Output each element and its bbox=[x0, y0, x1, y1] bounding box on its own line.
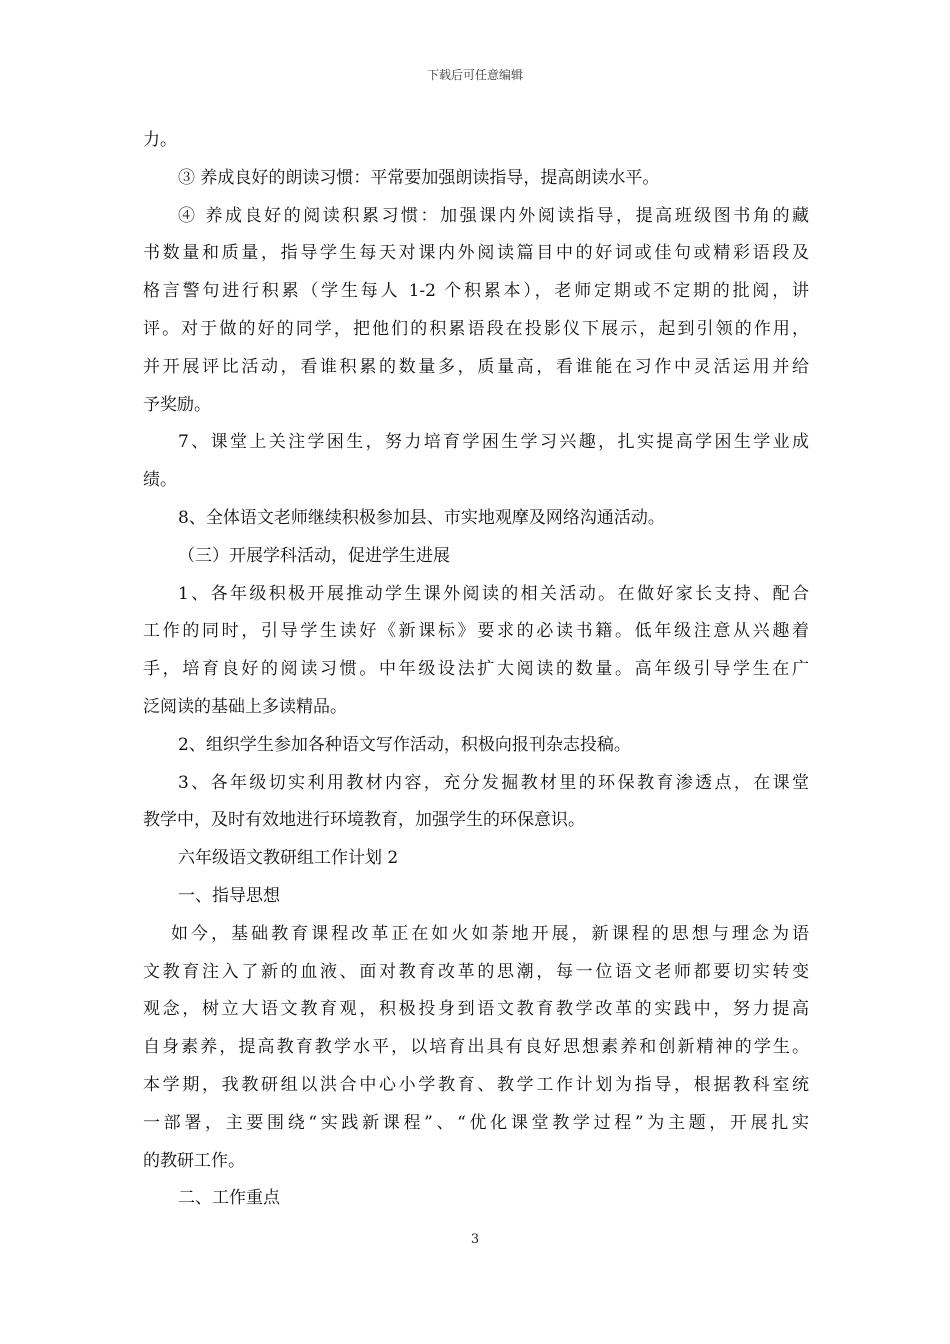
paragraph-line: 观念，树立大语文教育观，积极投身到语文教育教学改革的实践中，努力提高 bbox=[143, 999, 809, 1020]
paragraph-line: 3、各年级切实利用教材内容，充分发掘教材里的环保教育渗透点，在课堂 bbox=[178, 772, 809, 793]
paragraph-line: ③ 养成良好的朗读习惯：平常要加强朗读指导，提高朗读水平。 bbox=[178, 167, 660, 188]
page-number: 3 bbox=[470, 1232, 480, 1247]
paragraph-line: 自身素养，提高教育教学水平，以培育出具有良好思想素养和创新精神的学生。 bbox=[143, 1037, 809, 1058]
paragraph-line: 2、组织学生参加各种语文写作活动，积极向报刊杂志投稿。 bbox=[178, 734, 631, 755]
paragraph-line: 如今，基础教育课程改革正在如火如荼地开展，新课程的思想与理念为语 bbox=[171, 923, 809, 944]
paragraph-line: ④ 养成良好的阅读积累习惯：加强课内外阅读指导，提高班级图书角的藏 bbox=[178, 205, 809, 226]
paragraph-line: 8、全体语文老师继续积极参加县、市实地观摩及网络沟通活动。 bbox=[178, 507, 665, 528]
paragraph-line: 工作的同时，引导学生读好《新课标》要求的必读书籍。低年级注意从兴趣着 bbox=[143, 621, 809, 642]
paragraph-line: 力。 bbox=[143, 130, 177, 150]
paragraph-line: 教学中，及时有效地进行环境教育，加强学生的环保意识。 bbox=[143, 810, 585, 831]
paragraph-line: 文教育注入了新的血液、面对教育改革的思潮，每一位语文老师都要切实转变 bbox=[143, 961, 809, 982]
paragraph-line: 一部署，主要围绕“实践新课程”、“优化课堂教学过程”为主题，开展扎实 bbox=[143, 1112, 809, 1133]
paragraph-line: 评。对于做的好的同学，把他们的积累语段在投影仪下展示，起到引领的作用， bbox=[143, 318, 809, 339]
paragraph-line: 绩。 bbox=[143, 470, 177, 491]
paragraph-line: 并开展评比活动，看谁积累的数量多，质量高，看谁能在习作中灵活运用并给 bbox=[143, 356, 809, 377]
document-title: 六年级语文教研组工作计划 2 bbox=[178, 848, 399, 869]
section-heading: 一、指导思想 bbox=[178, 885, 280, 906]
paragraph-line: 本学期，我教研组以洪合中心小学教育、教学工作计划为指导，根据教科室统 bbox=[143, 1074, 809, 1095]
section-heading: 二、工作重点 bbox=[178, 1188, 280, 1209]
paragraph-line: 7、课堂上关注学困生，努力培育学困生学习兴趣，扎实提高学困生学业成 bbox=[178, 432, 809, 453]
paragraph-line: 格言警句进行积累（学生每人 1-2 个积累本），老师定期或不定期的批阅，讲 bbox=[143, 281, 809, 302]
section-heading: （三）开展学科活动，促进学生进展 bbox=[178, 545, 450, 566]
paragraph-line: 书数量和质量，指导学生每天对课内外阅读篇目中的好词或佳句或精彩语段及 bbox=[143, 243, 809, 264]
paragraph-line: 泛阅读的基础上多读精品。 bbox=[143, 696, 347, 717]
paragraph-line: 1、各年级积极开展推动学生课外阅读的相关活动。在做好家长支持、配合 bbox=[178, 583, 809, 604]
paragraph-line: 手，培育良好的阅读习惯。中年级设法扩大阅读的数量。高年级引导学生在广 bbox=[143, 659, 809, 680]
paragraph-line: 的教研工作。 bbox=[143, 1150, 245, 1171]
page-header: 下载后可任意编辑 bbox=[426, 68, 523, 82]
document-body bbox=[143, 122, 809, 1218]
paragraph-line: 予奖励。 bbox=[143, 394, 211, 415]
